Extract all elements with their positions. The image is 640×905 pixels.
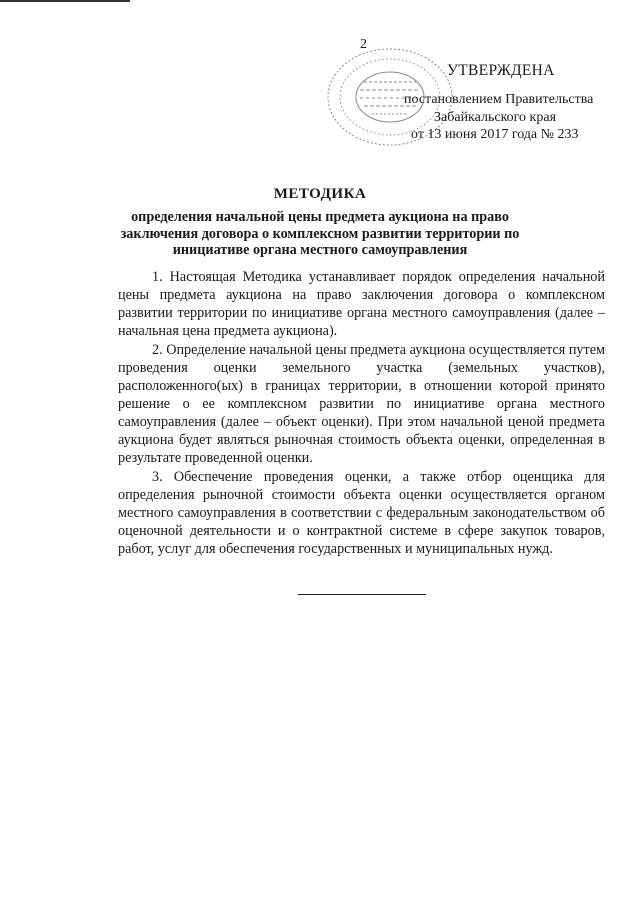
document-subtitle: определения начальной цены предмета аукциона на право заключения договора о комплексном развитии территории по инициативе органа местного самоуправления (120, 209, 520, 258)
paragraph-1: 1. Настоящая Методика устанавливает порядок определения начальной цены предмета аукциона на право заключения договора о комплексном развитии территории по инициативе органа местного самоуправления (далее – начальная цена предмета аукциона). (118, 269, 605, 339)
paragraph-3: 3. Обеспечение проведения оценки, а также отбор оценщика для определения рыночной стоимости объекта оценки осуществляется органом местного самоуправления в соответствии с федеральным законодательством об оценочной деятельности и о контрактной системе в сфере закупок товаров, работ, услуг для обеспечения государственных и муниципальных нужд. (118, 469, 605, 557)
document-heading (100, 186, 540, 259)
approval-title: УТВЕРЖДЕНА (447, 62, 555, 79)
document-title: МЕТОДИКА (273, 186, 367, 202)
document-body (118, 268, 605, 559)
end-rule (298, 594, 426, 595)
page-number: 2 (360, 37, 367, 52)
approval-line-1: постановлением Правительства (404, 92, 594, 107)
approval-line-3: от 13 июня 2017 года № 233 (411, 127, 579, 142)
approval-line-2: Забайкальского края (434, 110, 557, 125)
approval-block (0, 0, 640, 150)
paragraph-2: 2. Определение начальной цены предмета аукциона осуществляется путем проведения оценки земельного участка (земельных участков), расположенного(ых) в границах территории, в отношении которой принято решение о ее комплексном развитии по инициативе органа местного самоуправления (далее – объект оценки). При этом начальной ценой предмета аукциона будет являться рыночная стоимость объекта оценки, определенная в результате проведенной оценки. (118, 342, 605, 466)
